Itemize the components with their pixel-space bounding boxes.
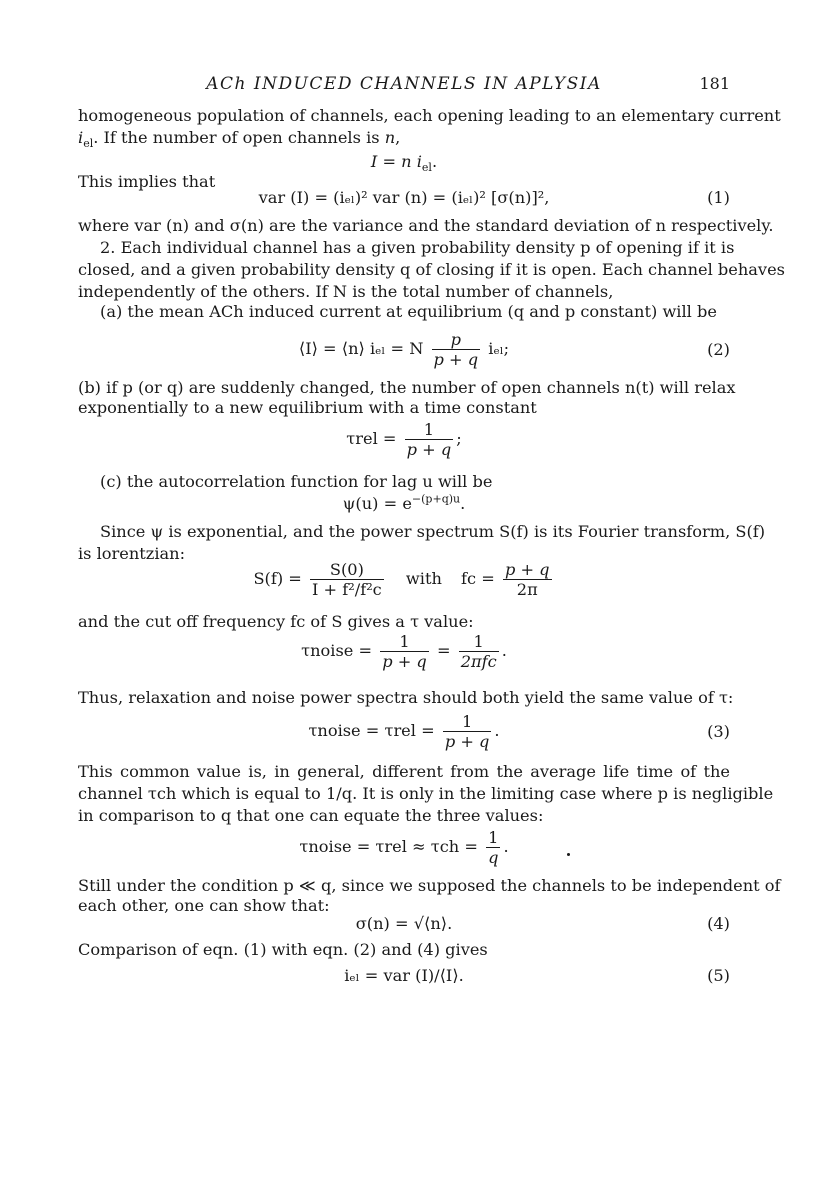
text-line: Still under the condition p ≪ q, since we supposed the channels to be independent of	[78, 876, 781, 895]
text-line: This common value is, in general, different from the average life time of the	[78, 762, 730, 781]
text-line: each other, one can show that:	[78, 896, 330, 915]
text-line: and the cut off frequency fc of S gives a τ value:	[78, 612, 474, 631]
running-header	[78, 74, 730, 98]
equation-number: (1)	[707, 188, 730, 207]
text-line: is lorentzian:	[78, 544, 186, 563]
text-line: Since ψ is exponential, and the power spectrum S(f) is its Fourier transform, S(f)	[100, 522, 766, 541]
equation-number: (3)	[707, 722, 730, 741]
text-line: Thus, relaxation and noise power spectra should both yield the same value of τ:	[78, 688, 734, 707]
text-line: 2. Each individual channel has a given probability density p of opening if it is	[100, 238, 735, 257]
text-line: (c) the autocorrelation function for lag u will be	[100, 472, 493, 491]
text-line: Comparison of eqn. (1) with eqn. (2) and (4) gives	[78, 940, 488, 959]
text-line: channel τch which is equal to 1/q. It is only in the limiting case where p is negligible	[78, 784, 774, 803]
text-line: closed, and a given probability density q of closing if it is open. Each channel behaves	[78, 260, 785, 279]
running-title: ACh INDUCED CHANNELS IN APLYSIA	[206, 74, 602, 94]
text-line: This implies that	[78, 172, 216, 191]
equation-number: (5)	[707, 966, 730, 985]
page-number: 181	[699, 74, 730, 93]
equation-number: (4)	[707, 914, 730, 933]
text-line: exponentially to a new equilibrium with a time constant	[78, 398, 537, 417]
journal-page: ACh INDUCED CHANNELS IN APLYSIA 181 homogeneous population of channels, each opening leading to an elementary current $i_{el}$. If the number of open channels is n, I = n $i_{el}$. This implies that var (I) = (iₑₗ)² var (n) = (iₑₗ)² [σ(n)]², (1) where var (n) and σ(n) are the variance and the standard deviation of n respectively. 2. Each individual channel has a given probability density p of opening if it is closed, and a given probability density q of closing if it is open. Each channel behaves independently of the others. If N is the total number of channels, (a) the mean ACh induced current at equilibrium (q and p constant) will be ⟨I⟩ = ⟨n⟩ iₑₗ = N $\frac{p}{p + q}$ iₑₗ; (2) (b) if p (or q) are suddenly changed, the number of open channels n(t) will relax exponentially to a new equilibrium with a time constant τrel = $\frac{1}{p + q}$ ; (c) the autocorrelation function for lag u will be $\psi(u) = e^{-(p+q)u}$. Since ψ is exponential, and the power spectrum S(f) is its Fourier transform, S(f) is lorentzian: S(f) = $\frac{S(0)}{\text{I + f²/f²c}}$ with fc = $\frac{p + q}{2\pi}$ and the cut off frequency fc of S gives a τ value: τnoise = $\frac{1}{p + q}$ = $\frac{1}{\text{2πfc}}$ . Thus, relaxation and noise power spectra should both yield the same value of τ: τnoise = τrel = $\frac{1}{p + q}$ . (3) This common value is, in general, different from the average life time of the channel τch which is equal to 1/q. It is only in the limiting case where p is negligible in comparison to q that one can equate the three values: τnoise = τrel ≈ τch = $\frac{1}{q}$ . Still under the condition p ≪ q, since we supposed the channels to be independent of each other, one can show that: σ(n) = √⟨n⟩. (4) Comparison of eqn. (1) with eqn. (2) and (4) gives iₑₗ = var (I)/⟨I⟩. (5)	[78, 74, 785, 985]
text-line: in comparison to q that one can equate the three values:	[78, 806, 544, 825]
text-line: where var (n) and σ(n) are the variance and the standard deviation of n respectively.	[78, 216, 774, 235]
text-line: (b) if p (or q) are suddenly changed, the number of open channels n(t) will relax	[78, 378, 736, 397]
equation-number: (2)	[707, 340, 730, 359]
text-line: independently of the others. If N is the total number of channels,	[78, 282, 614, 301]
text-line: $i_{el}$. If the number of open channels is n,	[78, 128, 401, 151]
text-line: homogeneous population of channels, each opening leading to an elementary current	[78, 106, 781, 125]
text-line: (a) the mean ACh induced current at equilibrium (q and p constant) will be	[100, 302, 717, 321]
stray-dot	[567, 853, 570, 856]
